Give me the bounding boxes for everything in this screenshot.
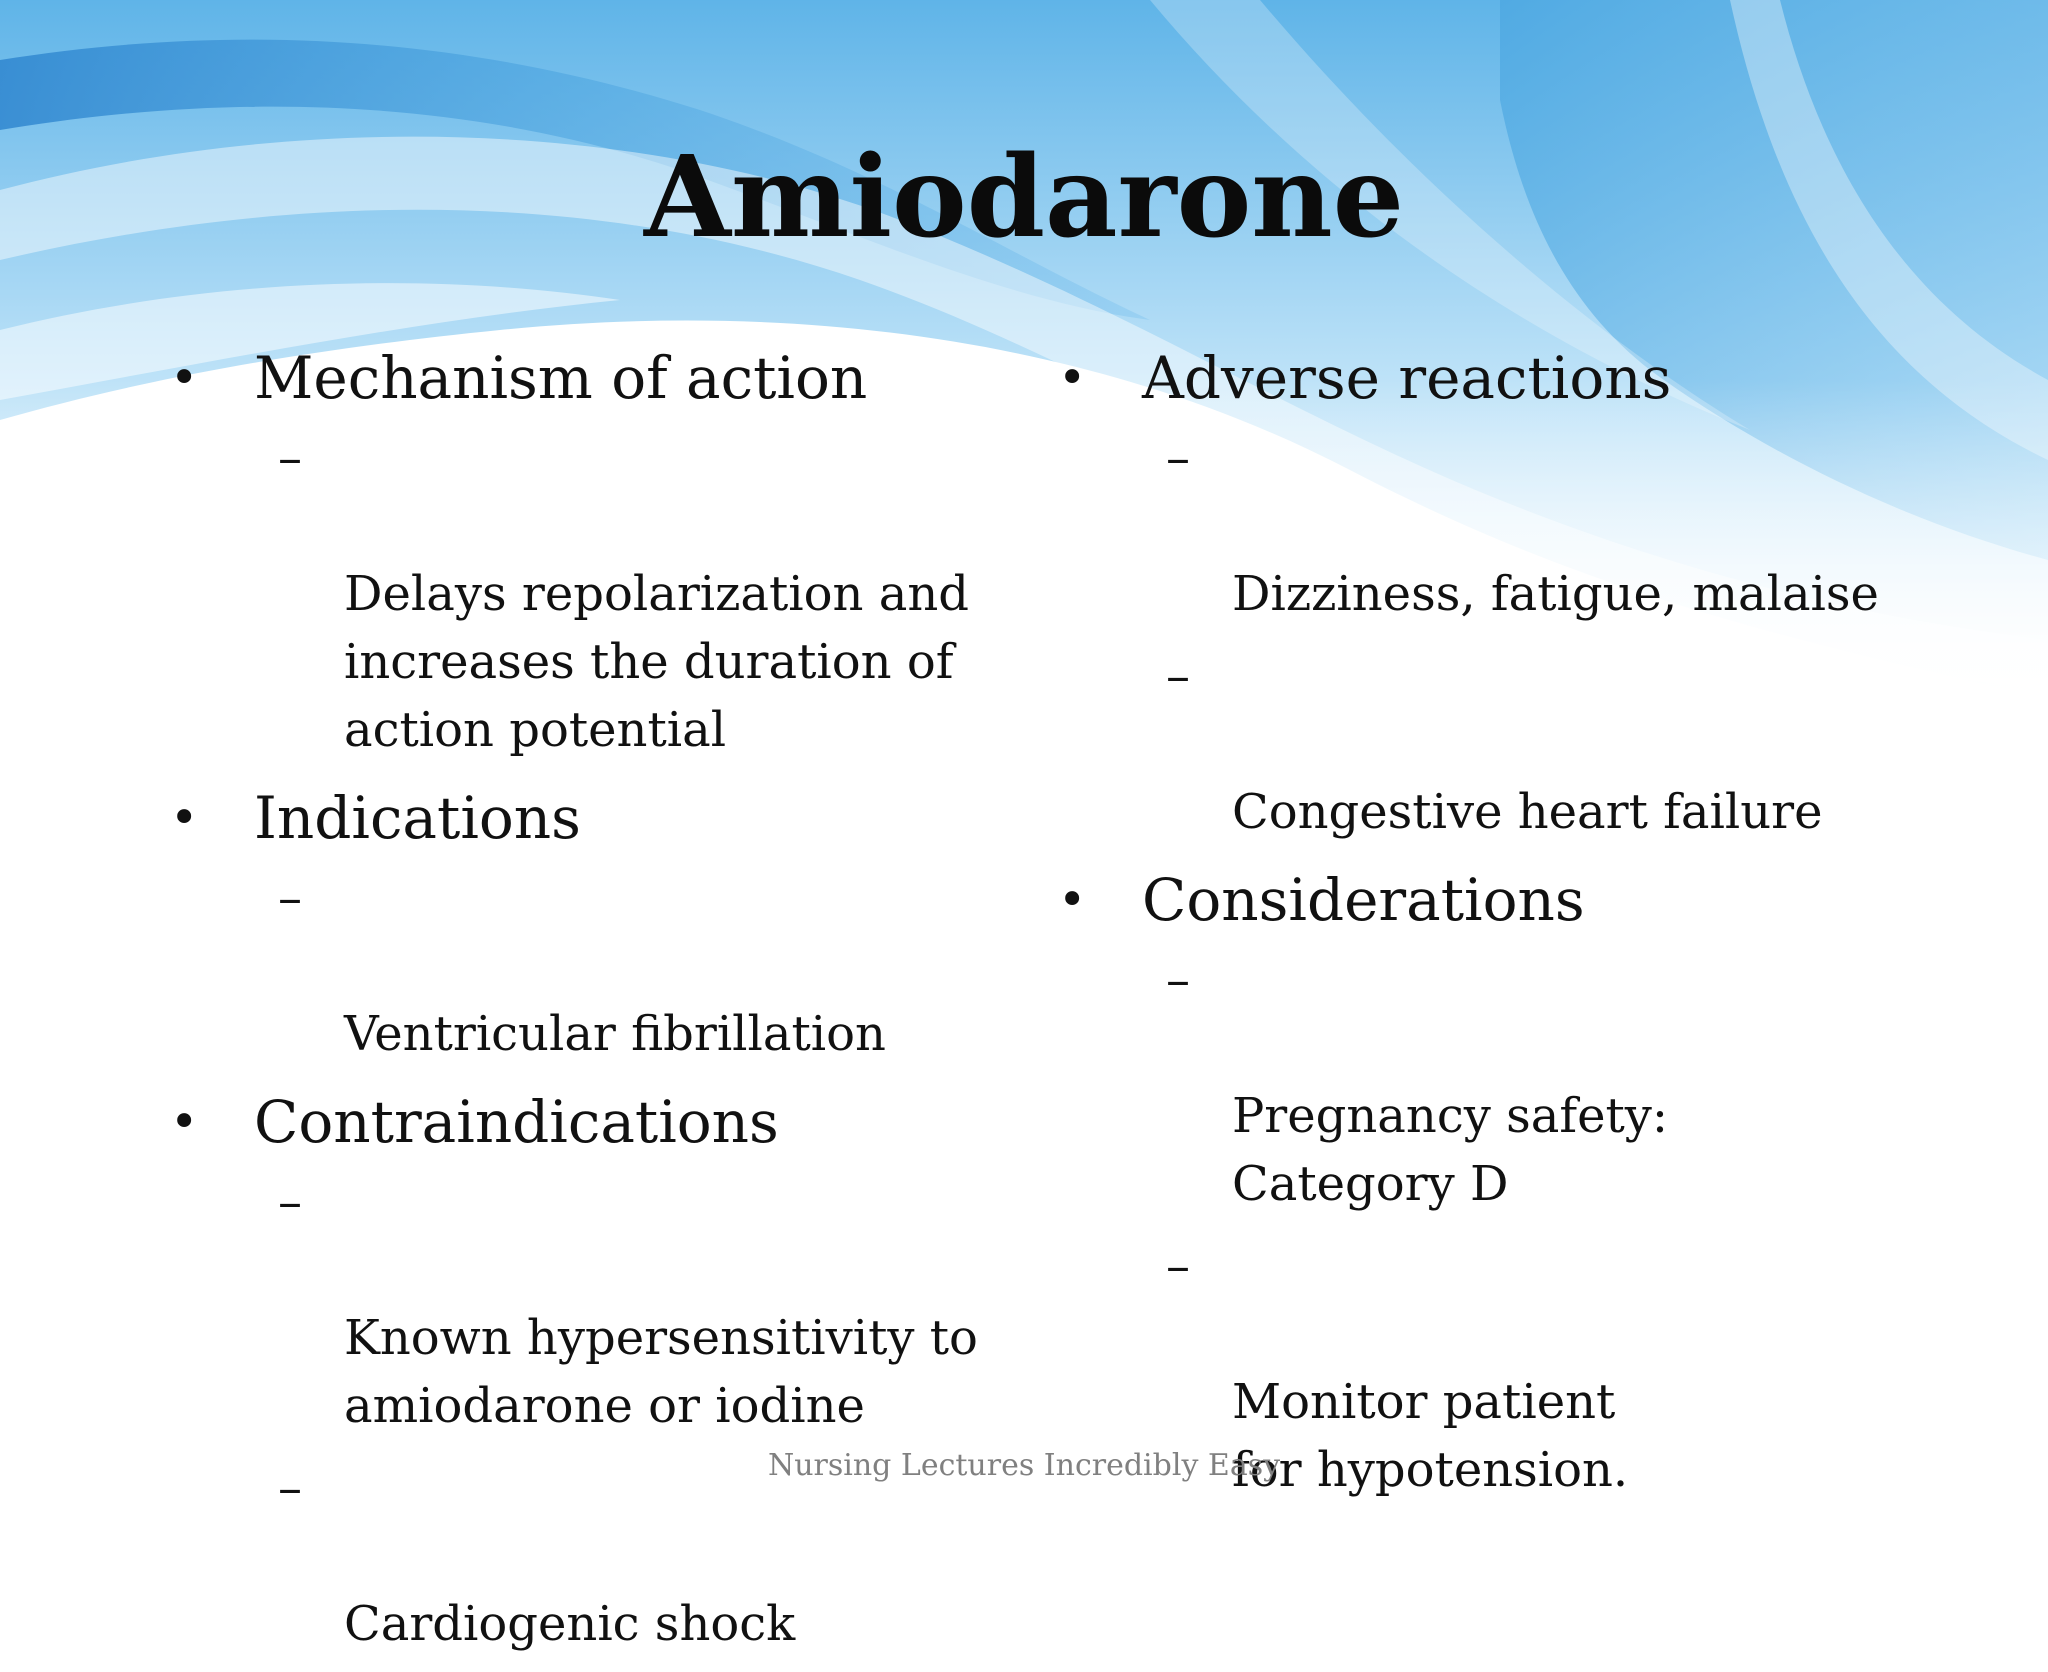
sub-item xyxy=(278,424,1030,764)
sub-item-text: Congestive heart failure xyxy=(1232,784,1823,840)
bullet-icon: • xyxy=(1058,872,1087,928)
bullet-heading: Adverse reactions xyxy=(1142,344,1672,412)
bullet-icon: • xyxy=(170,350,199,406)
sub-item xyxy=(1166,946,1938,1218)
sub-item-text: Known hypersensitivity to amiodarone or iodine xyxy=(344,1310,978,1434)
bullet-icon: • xyxy=(170,1094,199,1150)
bullet-heading: Indications xyxy=(254,784,581,852)
bullet-heading: Mechanism of action xyxy=(254,344,868,412)
bullet-contraindications xyxy=(170,1082,1030,1658)
sub-list xyxy=(254,864,1030,1068)
sub-item-text: Pregnancy safety: Category D xyxy=(1232,1088,1669,1212)
sub-item-text: Delays repolarization and increases the duration of action potential xyxy=(344,566,969,758)
sub-item-text: Cardiogenic shock xyxy=(344,1596,796,1652)
dash-icon: – xyxy=(278,870,302,926)
bullet-heading: Contraindications xyxy=(254,1088,779,1156)
sub-item xyxy=(1166,642,1938,846)
bullet-heading: Considerations xyxy=(1142,866,1585,934)
bullet-icon: • xyxy=(170,790,199,846)
bullet-considerations xyxy=(1058,860,1938,1504)
bullet-adverse-reactions xyxy=(1058,338,1938,846)
bullet-mechanism-of-action xyxy=(170,338,1030,764)
dash-icon: – xyxy=(1166,1238,1190,1294)
sub-item xyxy=(278,1168,1030,1440)
sub-list xyxy=(254,424,1030,764)
sub-list xyxy=(254,1168,1030,1658)
slide-title: Amiodarone xyxy=(644,132,1404,263)
sub-item-text: Dizziness, fatigue, malaise xyxy=(1232,566,1879,622)
bullet-indications xyxy=(170,778,1030,1068)
dash-icon: – xyxy=(1166,648,1190,704)
dash-icon: – xyxy=(278,1460,302,1516)
sub-item-text: Monitor patient for hypotension. xyxy=(1232,1374,1629,1498)
bullet-icon: • xyxy=(1058,350,1087,406)
slide-footer: Nursing Lectures Incredibly Easy xyxy=(767,1448,1281,1483)
sub-item xyxy=(278,864,1030,1068)
dash-icon: – xyxy=(278,1174,302,1230)
dash-icon: – xyxy=(1166,430,1190,486)
right-column xyxy=(1058,338,1938,1518)
dash-icon: – xyxy=(1166,952,1190,1008)
sub-item-text: Ventricular fibrillation xyxy=(344,1006,886,1062)
sub-item xyxy=(1166,424,1938,628)
sub-list xyxy=(1142,946,1938,1504)
sub-list xyxy=(1142,424,1938,846)
dash-icon: – xyxy=(278,430,302,486)
